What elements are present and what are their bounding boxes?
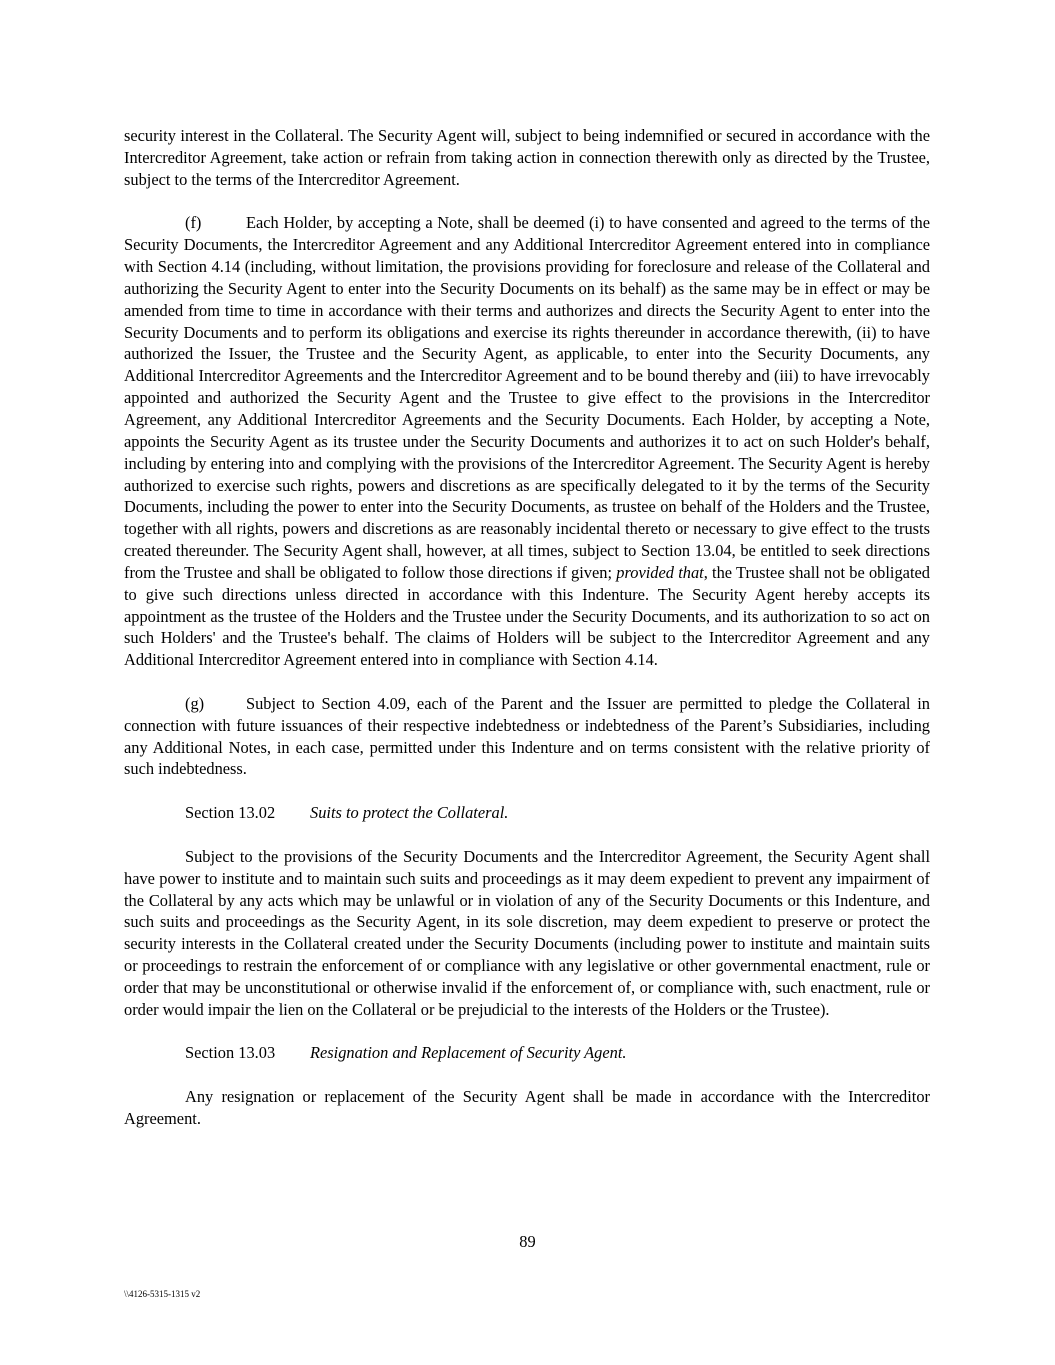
section-title: Suits to protect the Collateral. — [310, 803, 509, 823]
section-title: Resignation and Replacement of Security Agent. — [310, 1043, 627, 1063]
paragraph-f-label: (f) — [185, 213, 202, 233]
paragraph-f — [124, 212, 930, 671]
section-13-03-body: Any resignation or replacement of the Security Agent shall be made in accordance with the Intercreditor Agreement. — [124, 1087, 930, 1128]
paragraph-g-text: Subject to Section 4.09, each of the Parent and the Issuer are permitted to pledge the Collateral in connection with future issuances of their respective indebtedness or indebtedness of the Parent’s Subsidiaries, including any Additional Notes, in each case, permitted under this Indenture and on terms consistent with the relative priority of such indebtedness. — [124, 693, 930, 779]
section-number: Section 13.02 — [185, 803, 276, 823]
document-id: \\4126-5315-1315 v2 — [124, 1289, 201, 1299]
document-body — [124, 125, 930, 1130]
section-13-02-body: Subject to the provisions of the Security Documents and the Intercreditor Agreement, the Security Agent shall have power to institute and to maintain such suits and proceedings as it may deem expedient to prevent any impairment of the Collateral by any acts which may be unlawful or in violation of any of the Security Documents or this Indenture, and such suits and proceedings as the Security Agent, in its sole discretion, may deem expedient to preserve or protect the security interests in the Collateral created under the Security Documents (including power to institute and maintain suits or proceedings to restrain the enforcement of or compliance with any legislative or other governmental enactment, rule or order that may be unconstitutional or otherwise invalid if the enforcement of, or compliance with, such enactment, rule or order would impair the lien on the Collateral or be prejudicial to the interests of the Holders or the Trustee). — [124, 846, 930, 1019]
paragraph-f-text-1: Each Holder, by accepting a Note, shall be deemed (i) to have consented and agreed to the terms of the Security Documents, the Intercreditor Agreement and any Additional Intercreditor Agreement entered into in compliance with Section 4.14 (including, without limitation, the provisions providing for foreclosure and release of the Collateral and authorizing the Security Agent to enter into the Security Documents on its behalf) as the same may be in effect or may be amended from time to time in accordance with their terms and authorizes and directs the Security Agent to enter into the Security Documents and to perform its obligations and exercise its rights thereunder in accordance therewith, (ii) to have authorized the Issuer, the Trustee and the Security Agent, as applicable, to enter into the Security Documents, any Additional Intercreditor Agreements and the Intercreditor Agreement and to be bound thereby and (iii) to have irrevocably appointed and authorized the Security Agent and the Trustee to give effect to the provisions in the Intercreditor Agreement, any Additional Intercreditor Agreements and the Security Documents. Each Holder, by accepting a Note, appoints the Security Agent as its trustee under the Security Documents and authorizes it to act on such Holder's behalf, including by entering into and complying with the provisions of the Intercreditor Agreement. The Security Agent is hereby authorized to exercise such rights, powers and discretions as are specifically delegated to it by the terms of the Security Documents, including the power to enter into the Security Documents, as trustee on behalf of the Holders and the Trustee, together with all rights, powers and discretions as are reasonably incidental thereto or necessary to give effect to the trusts created thereunder. The Security Agent shall, however, at all times, subject to Section 13.04, be entitled to seek directions from the Trustee and shall be obligated to follow those directions if given; — [124, 213, 930, 582]
section-heading-13-02 — [124, 802, 930, 824]
paragraph-f-text-2: , the Trustee shall not be obligated to give such directions unless directed in accordance with this Indenture. The Security Agent hereby accepts its appointment as the trustee of the Holders and the Trustee under the Security Documents, and its authorization to so act on such Holders' and the Trustee's behalf. The claims of Holders will be subject to the Intercreditor Agreement and any Additional Intercreditor Agreement entered into in compliance with Section 4.14. — [124, 562, 930, 670]
page-number: 89 — [519, 1232, 536, 1251]
paragraph-g-label: (g) — [185, 693, 205, 713]
paragraph-continuation: security interest in the Collateral. The Security Agent will, subject to being indemnified or secured in accordance with the Intercreditor Agreement, take action or refrain from taking action in connection therewith only as directed by the Trustee, subject to the terms of the Intercreditor Agreement. — [124, 126, 930, 189]
section-number: Section 13.03 — [185, 1043, 276, 1063]
paragraph-g — [124, 693, 930, 780]
section-heading-13-03 — [124, 1042, 930, 1064]
paragraph-f-italic: provided that — [616, 562, 704, 582]
